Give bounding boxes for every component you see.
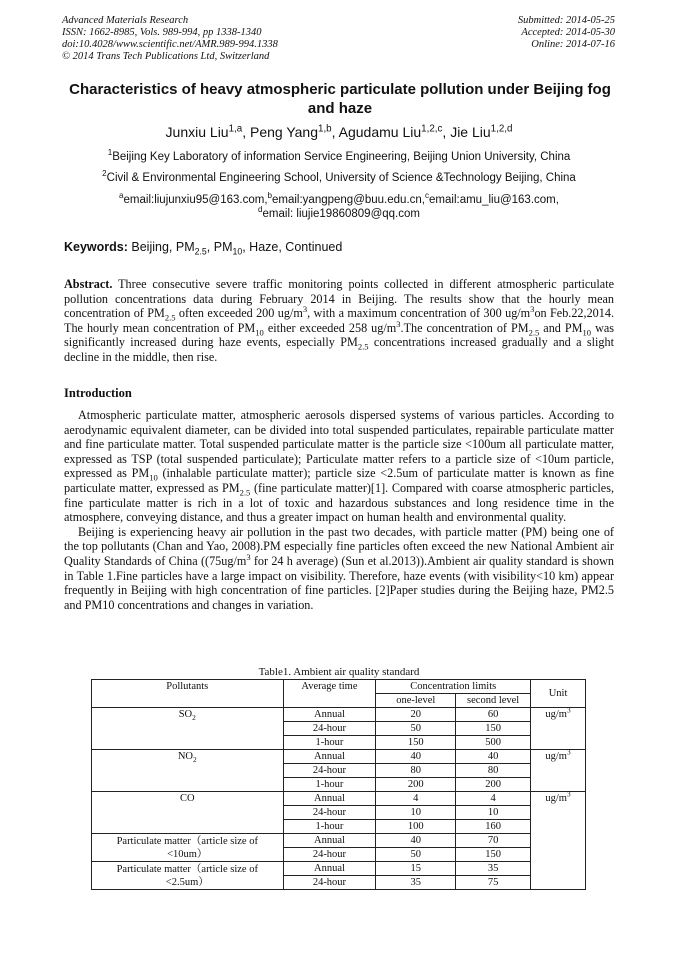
accepted-date: Accepted: 2014-05-30 — [521, 27, 615, 38]
cell-one: 150 — [376, 736, 456, 750]
table-header-row — [92, 680, 586, 694]
unit-cell: $ug/m^3$ — [531, 750, 586, 792]
abstract: Abstract. Three consecutive severe traffic monitoring points collected in different atmospheric particulate pollution concentrations data during February 2014 in Beijing. The results show that the hourly mean concentration of $PM_{2.5}$ often exceeded 200 $ug/m^3$, with a maximum concentration of 300 $ug/m^3on$ Feb.22,2014. The hourly mean concentration of $PM_{10}$ either exceeded 258 $ug/m^3.The$ concentration of $PM_{2.5}$ and $PM_{10}$ was significantly increased during haze events, especially $PM_{2.5}$ concentrations increased gradually and a slight decline in the middle, then rise. — [64, 277, 615, 364]
keyword-sub: 2.5 — [194, 246, 207, 257]
cell-one: 10 — [376, 806, 456, 820]
unit-cell: $ug/m^3$ — [531, 708, 586, 750]
affiliation-2 — [0, 171, 678, 185]
cell-two: 75 — [456, 876, 531, 890]
affiliation-1 — [0, 150, 678, 164]
aff-text: Beijing Key Laboratory of information Service Engineering, Beijing Union University, China — [112, 151, 571, 163]
cell-two: 70 — [456, 834, 531, 848]
table-row — [92, 708, 586, 722]
header-average-time: Average time — [283, 680, 376, 708]
aff-text: Civil & Environmental Engineering School, University of Science &Technology Beijing, China — [106, 172, 576, 184]
cell-two: 40 — [456, 750, 531, 764]
journal-header — [62, 15, 278, 63]
cell-one: 4 — [376, 792, 456, 806]
email-sup: c — [424, 191, 430, 201]
header-one-level: one-level — [376, 694, 456, 708]
submission-dates — [518, 15, 615, 51]
cell-two: 4 — [456, 792, 531, 806]
cell-two: 60 — [456, 708, 531, 722]
cell-one: 50 — [376, 722, 456, 736]
email-sup: b — [267, 191, 272, 201]
cell-one: 100 — [376, 820, 456, 834]
cell-two: 200 — [456, 778, 531, 792]
cell-one: 35 — [376, 876, 456, 890]
cell-avg: Annual — [283, 750, 376, 764]
pollutant-so2: $SO_2$ — [92, 708, 284, 750]
cell-avg: 1-hour — [283, 778, 376, 792]
aff-sup: 2 — [102, 169, 107, 179]
air-quality-table — [91, 679, 586, 890]
cell-avg: 24-hour — [283, 848, 376, 862]
cell-avg: 24-hour — [283, 876, 376, 890]
aff-sup: 1 — [107, 148, 113, 158]
author-list: Junxiu Liu$^{1,a}$, Peng Yang$^{1,b}$, Agudamu Liu$^{1,2,c}$, Jie Liu$^{1,2,d}$ — [165, 123, 513, 140]
table-row — [92, 750, 586, 764]
header-pollutants: Pollutants — [92, 680, 284, 708]
table-row — [92, 834, 586, 848]
intro-paragraph-1: Atmospheric particulate matter, atmospheric aerosols dispersed systems of various particles. According to aerodynamic equivalent diameter, can be divided into total suspended particulates, repairable particulate matter and fine particulate matter. Total suspended particulate matter is the particle size <100um all particulate matter, expressed as TSP (total suspended particulate); Particulate matter refers to a particle size of <10um particle, expressed as $PM_{10}$ (inhalable particulate matter); particle size <2.5um of particulate matter is known as fine particulate matter, expressed as $PM_{2.5}$ (fine particulate matter)[1]. Compared with coarse atmospheric particles, fine particulate matter is rich in a lot of toxic and hazardous substances and long residence time in the atmosphere, conveying distance, and thus a greater impact on human health and environmental quality. — [64, 408, 615, 525]
table-row — [92, 792, 586, 806]
pollutant-pm25: Particulate matter（article size of <2.5um） — [92, 862, 284, 890]
table-caption: Table1. Ambient air quality standard — [258, 666, 420, 678]
author-name: Agudamu Liu — [338, 124, 422, 140]
cell-avg: 24-hour — [283, 806, 376, 820]
keyword-text: , PM — [206, 240, 233, 254]
cell-avg: Annual — [283, 708, 376, 722]
author-sup: 1,2,c — [421, 123, 443, 135]
cell-one: 40 — [376, 750, 456, 764]
header-second-level: second level — [456, 694, 531, 708]
cell-two: 80 — [456, 764, 531, 778]
author-sup: 1,2,d — [490, 123, 513, 135]
keywords-label: Keywords: — [64, 240, 128, 254]
paper-title: Characteristics of heavy atmospheric particulate pollution under Beijing fog and haze — [69, 81, 611, 117]
author-sup: 1,b — [318, 123, 332, 135]
header-concentration: Concentration limits — [376, 680, 531, 694]
keywords — [64, 240, 343, 257]
pollutant-co: CO — [92, 792, 284, 834]
cell-two: 35 — [456, 862, 531, 876]
author-name: Peng Yang — [250, 124, 318, 140]
cell-two: 500 — [456, 736, 531, 750]
journal-doi: doi:10.4028/www.scientific.net/AMR.989-994.1338 — [62, 39, 278, 50]
author-name: Junxiu Liu — [165, 124, 229, 140]
email-link[interactable]: email:liujunxiu95@163.com, — [123, 194, 268, 206]
cell-one: 80 — [376, 764, 456, 778]
table-row — [92, 862, 586, 876]
keyword-text: Beijing, PM — [131, 240, 195, 254]
introduction-body — [64, 408, 614, 612]
intro-paragraph-2: Beijing is experiencing heavy air pollution in the past two decades, with particle matter (PM) being one of the top pollutants (Chan and Yao, 2008).PM especially fine particles often exceed the new National Ambient air Quality Standards of China (($75ug/m^3$ for 24 h average) (Sun et al.2013)).Ambient air quality standard is shown in Table 1.Fine particles have a large impact on visibility. Therefore, haze events (with visibility<10 km) appear frequently in Beijing with high concentration of fine particles. [2]Paper studies during the Beijing haze, PM2.5 and PM10 concentrations and changes in variation. — [64, 524, 614, 612]
header-unit: Unit — [531, 680, 586, 708]
email-link[interactable]: email:amu_liu@163.com, — [429, 194, 559, 206]
cell-two: 10 — [456, 806, 531, 820]
cell-avg: Annual — [283, 862, 376, 876]
cell-two: 160 — [456, 820, 531, 834]
cell-avg: Annual — [283, 834, 376, 848]
introduction-heading: Introduction — [64, 386, 132, 400]
abstract-label: Abstract. — [64, 277, 113, 291]
email-sup: d — [258, 205, 263, 215]
cell-two: 150 — [456, 722, 531, 736]
journal-copyright: © 2014 Trans Tech Publications Ltd, Switzerland — [62, 51, 270, 62]
pollutant-no2: $NO_2$ — [92, 750, 284, 792]
author-sup: 1,a — [228, 123, 243, 135]
cell-one: 50 — [376, 848, 456, 862]
author-emails — [0, 193, 678, 221]
cell-one: 20 — [376, 708, 456, 722]
cell-avg: Annual — [283, 792, 376, 806]
cell-avg: 1-hour — [283, 736, 376, 750]
journal-name: Advanced Materials Research — [62, 15, 189, 26]
unit-cell: $ug/m^3$ — [531, 792, 586, 890]
cell-two: 150 — [456, 848, 531, 862]
cell-avg: 1-hour — [283, 820, 376, 834]
cell-one: 15 — [376, 862, 456, 876]
cell-avg: 24-hour — [283, 722, 376, 736]
email-link[interactable]: email:yangpeng@buu.edu.cn, — [272, 194, 425, 206]
cell-avg: 24-hour — [283, 764, 376, 778]
pollutant-pm10: Particulate matter（article size of <10um） — [92, 834, 284, 862]
author-name: Jie Liu — [450, 124, 491, 140]
keyword-text: , Haze, Continued — [242, 240, 343, 254]
journal-issn: ISSN: 1662-8985, Vols. 989-994, pp 1338-1340 — [62, 27, 262, 38]
cell-one: 40 — [376, 834, 456, 848]
email-sup: a — [119, 191, 124, 201]
submitted-date: Submitted: 2014-05-25 — [517, 15, 615, 26]
email-link[interactable]: email: liujie19860809@qq.com — [262, 208, 420, 220]
keyword-sub: 10 — [232, 246, 243, 257]
online-date: Online: 2014-07-16 — [531, 39, 615, 50]
cell-one: 200 — [376, 778, 456, 792]
